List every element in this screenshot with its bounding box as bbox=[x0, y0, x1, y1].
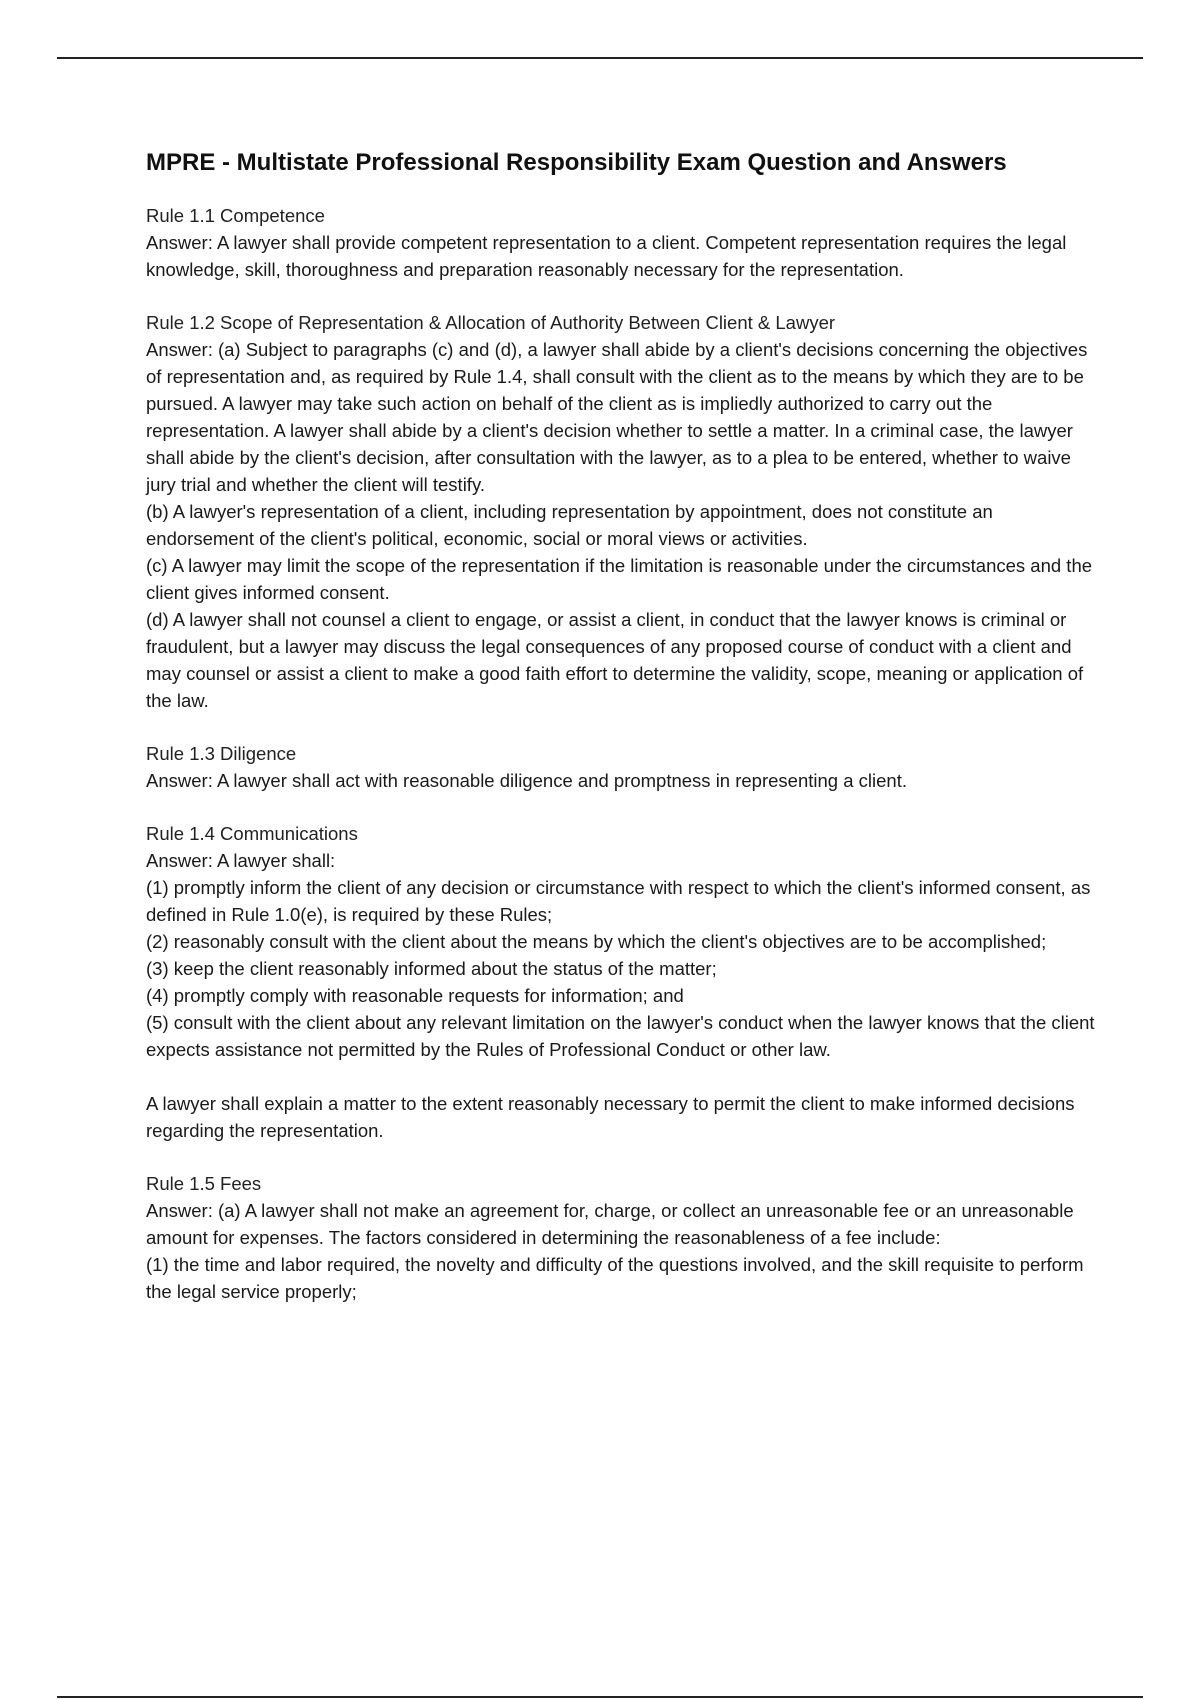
answer-text: (5) consult with the client about any relevant limitation on the lawyer's conduct when the lawyer knows that the client expects assistance not permitted by the Rules of Professional Conduct or other law. bbox=[146, 1012, 1095, 1060]
question-text: Rule 1.3 Diligence bbox=[146, 743, 297, 764]
answer-text: Answer: (a) A lawyer shall not make an agreement for, charge, or collect an unreasonable fee or an unreasonable amount for expenses. The factors considered in determining the reasonableness of a fee include: bbox=[146, 1200, 1074, 1248]
question-text: Rule 1.4 Communications bbox=[146, 823, 358, 844]
answer-text: A lawyer shall explain a matter to the extent reasonably necessary to permit the client to make informed decisions regarding the representation. bbox=[146, 1093, 1075, 1141]
answer-text: (1) promptly inform the client of any decision or circumstance with respect to which the client's informed consent, as defined in Rule 1.0(e), is required by these Rules; bbox=[146, 877, 1091, 925]
answer-text: Answer: A lawyer shall: bbox=[146, 850, 336, 871]
answer-text: (3) keep the client reasonably informed about the status of the matter; bbox=[146, 958, 717, 979]
qa-item-rule-1-1 bbox=[146, 202, 1096, 283]
qa-item-rule-1-3 bbox=[146, 740, 1096, 794]
qa-item-rule-1-4 bbox=[146, 820, 1096, 1144]
answer-text: (b) A lawyer's representation of a client, including representation by appointment, does not constitute an endorsement of the client's political, economic, social or moral views or activities. bbox=[146, 501, 993, 549]
question-text: Rule 1.1 Competence bbox=[146, 205, 325, 226]
document-title: MPRE - Multistate Professional Responsibility Exam Question and Answers bbox=[146, 149, 1007, 176]
qa-item-rule-1-2 bbox=[146, 309, 1096, 714]
top-divider bbox=[57, 57, 1143, 59]
question-text: Rule 1.2 Scope of Representation & Allocation of Authority Between Client & Lawyer bbox=[146, 312, 836, 333]
answer-text: Answer: (a) Subject to paragraphs (c) and (d), a lawyer shall abide by a client's decisions concerning the objectives of representation and, as required by Rule 1.4, shall consult with the client as to the means by which they are to be pursued. A lawyer may take such action on behalf of the client as is impliedly authorized to carry out the representation. A lawyer shall abide by a client's decision whether to settle a matter. In a criminal case, the lawyer shall abide by the client's decision, after consultation with the lawyer, as to a plea to be entered, whether to waive jury trial and whether the client will testify. bbox=[146, 339, 1088, 495]
document-page bbox=[146, 146, 1096, 1331]
question-text: Rule 1.5 Fees bbox=[146, 1173, 262, 1194]
bottom-divider bbox=[57, 1696, 1143, 1698]
answer-text: (2) reasonably consult with the client about the means by which the client's objectives are to be accomplished; bbox=[146, 931, 1047, 952]
answer-text: (1) the time and labor required, the novelty and difficulty of the questions involved, and the skill requisite to perform the legal service properly; bbox=[146, 1254, 1084, 1302]
answer-text: (4) promptly comply with reasonable requests for information; and bbox=[146, 985, 684, 1006]
answer-text: Answer: A lawyer shall provide competent representation to a client. Competent representation requires the legal knowledge, skill, thoroughness and preparation reasonably necessary for the representation. bbox=[146, 232, 1067, 280]
answer-text: (d) A lawyer shall not counsel a client to engage, or assist a client, in conduct that the lawyer knows is criminal or fraudulent, but a lawyer may discuss the legal consequences of any proposed course of conduct with a client and may counsel or assist a client to make a good faith effort to determine the validity, scope, meaning or application of the law. bbox=[146, 609, 1084, 711]
qa-item-rule-1-5 bbox=[146, 1170, 1096, 1305]
answer-text: Answer: A lawyer shall act with reasonable diligence and promptness in representing a client. bbox=[146, 770, 907, 791]
answer-text: (c) A lawyer may limit the scope of the representation if the limitation is reasonable under the circumstances and the client gives informed consent. bbox=[146, 555, 1093, 603]
